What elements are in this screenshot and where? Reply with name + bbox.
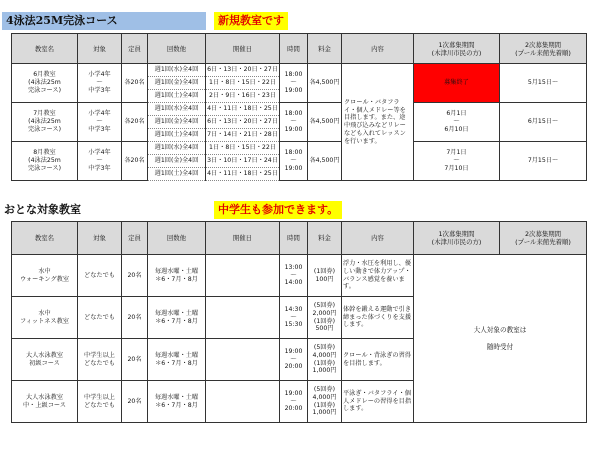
table-row-content: 平泳ぎ・バタフライ・個人メドレーの習得を目指します。 [342,381,414,423]
col-target: 対象 [78,222,122,255]
col-classname: 教室名 [12,222,78,255]
session-dates: 6日・13日・20日・27日 [206,64,280,77]
session-count: 週1回(水)全4回 [148,103,206,116]
table-row-capacity: 各20名 [122,64,148,103]
col-fee: 料金 [308,34,342,64]
col-first-period: 1次募集期間 (木津川市民の方) [414,222,500,255]
course-content: クロール・バタフライ・個人メドレー等を目指します。また、途中飛び込みなどリレーなども入れてレッスンを行います。 [342,64,414,181]
table-row-fee: (5回券) 4,000円 (1回券) 1,000円 [308,339,342,381]
table-row-fee: 各4,500円 [308,103,342,142]
table-row-target: 小学4年 〜 中学3年 [78,103,122,142]
table-row-name: 大人水泳教室 中・上級コース [12,381,78,423]
session-count: 週1回(金)全4回 [148,77,206,90]
table-row-fee: 各4,500円 [308,64,342,103]
table-row-capacity: 20名 [122,255,148,297]
col-content: 内容 [342,222,414,255]
adult-class-table [11,221,587,423]
col-dates: 開催日 [206,34,280,64]
col-fee: 料金 [308,222,342,255]
col-time: 時間 [280,34,308,64]
table-row-sessions: 毎週水曜・土曜 ＊6・7月・8月 [148,297,206,339]
children-class-table [11,33,587,181]
table-row-capacity: 各20名 [122,103,148,142]
table-row-time: 18:00 〜 19:00 [280,103,308,142]
first-period-closed: 募集終了 [414,64,500,103]
second-period: 6月15日〜 [500,103,587,142]
table-row-time: 18:00 〜 19:00 [280,142,308,181]
session-count: 週1回(土)全4回 [148,90,206,103]
session-count: 週1回(土)全4回 [148,129,206,142]
col-sessions: 回数他 [148,222,206,255]
table-row-content: 浮力・水圧を利用し、優しい動きで体力アップ・バランス感覚を養います。 [342,255,414,297]
table-row-content: 体幹を鍛える運動で引き締まった体づくりを支援します。 [342,297,414,339]
table-row-capacity: 20名 [122,297,148,339]
col-first-period: 1次募集期間 (木津川市民の方) [414,34,500,64]
table-row-name: 水中 ウォーキング教室 [12,255,78,297]
table-row-name: 水中 フィットネス教室 [12,297,78,339]
col-classname: 教室名 [12,34,78,64]
table-row-time: 19:00 〜 20:00 [280,381,308,423]
session-count: 週1回(水)全4回 [148,64,206,77]
col-capacity: 定員 [122,34,148,64]
table-row-sessions: 毎週水曜・土曜 ＊6・7月・8月 [148,381,206,423]
second-period: 7月15日〜 [500,142,587,181]
table-row-dates [206,297,280,339]
section-adults-note: 中学生も参加できます。 [214,201,342,219]
session-count: 週1回(金)全4回 [148,116,206,129]
session-dates: 1日・8日・15日・22日 [206,77,280,90]
session-dates: 7日・14日・21日・28日 [206,129,280,142]
table-row-capacity: 各20名 [122,142,148,181]
first-period: 7月1日 〜 7月10日 [414,142,500,181]
table-row-dates [206,339,280,381]
table-row-content: クロール・背泳ぎの習得を目指します。 [342,339,414,381]
col-time: 時間 [280,222,308,255]
table-row-target: 中学生以上 どなたでも [78,381,122,423]
session-count: 週1回(水)全4回 [148,142,206,155]
table-row-fee: (1回券) 100円 [308,255,342,297]
session-dates: 4日・11日・18日・25日 [206,103,280,116]
table-row-target: どなたでも [78,297,122,339]
session-count: 週1回(金)全4回 [148,155,206,168]
col-content: 内容 [342,34,414,64]
table-row-fee: (5回券) 4,000円 (1回券) 1,000円 [308,381,342,423]
session-dates: 6日・13日・20日・27日 [206,116,280,129]
table-row-name: 8月教室 (4泳法25m 完泳コース) [12,142,78,181]
col-second-period: 2次募集期間 (プール来館先着順) [500,34,587,64]
table-row-fee: (5回券) 2,000円 (1回券) 500円 [308,297,342,339]
table-row-fee: 各4,500円 [308,142,342,181]
section-children-note: 新規教室です [214,12,288,30]
section-children-title: 4泳法25M完泳コース [2,12,206,30]
table-row-target: どなたでも [78,255,122,297]
table-row-time: 18:00 〜 19:00 [280,64,308,103]
table-row-capacity: 20名 [122,339,148,381]
table-row-target: 小学4年 〜 中学3年 [78,64,122,103]
table-row-capacity: 20名 [122,381,148,423]
table-row-sessions: 毎週水曜・土曜 ＊6・7月・8月 [148,339,206,381]
table-row-time: 19:00 〜 20:00 [280,339,308,381]
session-dates: 4日・11日・18日・25日 [206,168,280,181]
table-row-name: 大人水泳教室 初級コース [12,339,78,381]
table-row-dates [206,255,280,297]
table-row-sessions: 毎週水曜・土曜 ＊6・7月・8月 [148,255,206,297]
adult-reception-note: 大人対象の教室は 随時受付 [414,255,587,423]
session-count: 週1回(土)全4回 [148,168,206,181]
section-adults-title: おとな対象教室 [2,201,204,219]
table-row-time: 14:30 〜 15:30 [280,297,308,339]
col-target: 対象 [78,34,122,64]
table-row-time: 13:00 〜 14:00 [280,255,308,297]
first-period: 6月1日 〜 6月10日 [414,103,500,142]
table-row-name: 6月教室 (4泳法25m 完泳コース) [12,64,78,103]
table-row-target: 小学4年 〜 中学3年 [78,142,122,181]
table-row-dates [206,381,280,423]
col-sessions: 回数他 [148,34,206,64]
session-dates: 3日・10日・17日・24日 [206,155,280,168]
col-second-period: 2次募集期間 (プール来館先着順) [500,222,587,255]
session-dates: 2日・9日・16日・23日 [206,90,280,103]
col-capacity: 定員 [122,222,148,255]
table-row-target: 中学生以上 どなたでも [78,339,122,381]
table-row-name: 7月教室 (4泳法25m 完泳コース) [12,103,78,142]
session-dates: 1日・8日・15日・22日 [206,142,280,155]
col-dates: 開催日 [206,222,280,255]
second-period: 5月15日〜 [500,64,587,103]
